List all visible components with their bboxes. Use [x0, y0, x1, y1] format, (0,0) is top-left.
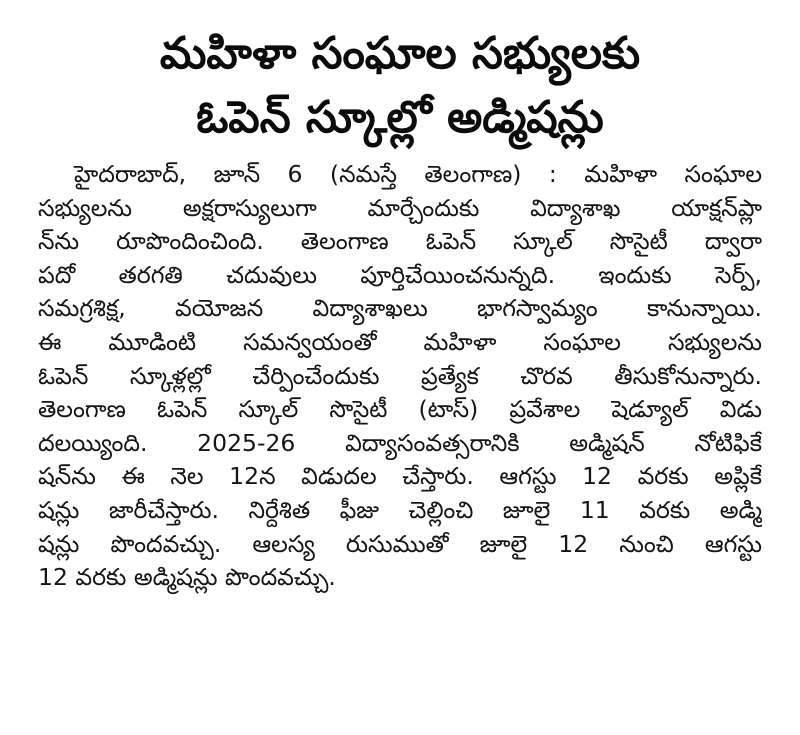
headline-line-1: మహిళా సంఘాల సభ్యులకు [159, 28, 641, 79]
body-line-7: ఓపెన్ స్కూళ్లల్లో చేర్పించేందుకు ప్రత్యేక చొరవ తీసుకోనున్నారు. [38, 361, 762, 390]
headline [38, 22, 762, 150]
body-line-13: 12 వరకు అడ్మిషన్లు పొందవచ్చు. [38, 563, 336, 592]
headline-line-2: ఓపెన్ స్కూల్లో అడ్మిషన్లు [196, 92, 604, 143]
body-line-3: న్‌ను రూపొందించింది. తెలంగాణ ఓపెన్ స్కూల్ సొసైటీ ద్వారా [38, 227, 762, 256]
body-line-10: షన్‌ను ఈ నెల 12న విడుదల చేస్తారు. ఆగస్టు 12 వరకు అప్లికే [38, 462, 762, 491]
body-line-4: పదో తరగతి చదువులు పూర్తిచేయించనున్నది. ఇందుకు సెర్ప్, [38, 260, 762, 289]
body-line-9: దలయ్యింది. 2025-26 విద్యాసంవత్సరానికి అడ్మిషన్ నోటిఫికే [38, 428, 762, 457]
news-article [38, 22, 762, 732]
body-line-12: షన్లు పొందవచ్చు. ఆలస్య రుసుముతో జూలై 12 నుంచి ఆగస్టు [38, 529, 762, 558]
body-line-11: షన్లు జారీచేస్తారు. నిర్దేశిత ఫీజు చెల్లించి జూలై 11 వరకు అడ్మి [38, 495, 762, 524]
body-line-1: హైదరాబాద్, జూన్ 6 (నమస్తే తెలంగాణ) : మహిళా సంఘాల [74, 160, 762, 188]
body-line-2: సభ్యులను అక్షరాస్యులుగా మార్చేందుకు విద్యాశాఖ యాక్షన్‌ప్లా [38, 193, 762, 222]
body-line-8: తెలంగాణ ఓపెన్ స్కూల్ సొసైటీ (టాస్) ప్రవేశాల షెడ్యూల్ విడు [38, 395, 762, 424]
body-line-5: సమగ్రశిక్ష, వయోజన విద్యాశాఖలు భాగస్వామ్యం కానున్నాయి. [38, 294, 762, 323]
article-body [38, 158, 762, 595]
body-line-6: ఈ మూడింటి సమన్వయంతో మహిళా సంఘాల సభ్యులను [38, 327, 762, 356]
